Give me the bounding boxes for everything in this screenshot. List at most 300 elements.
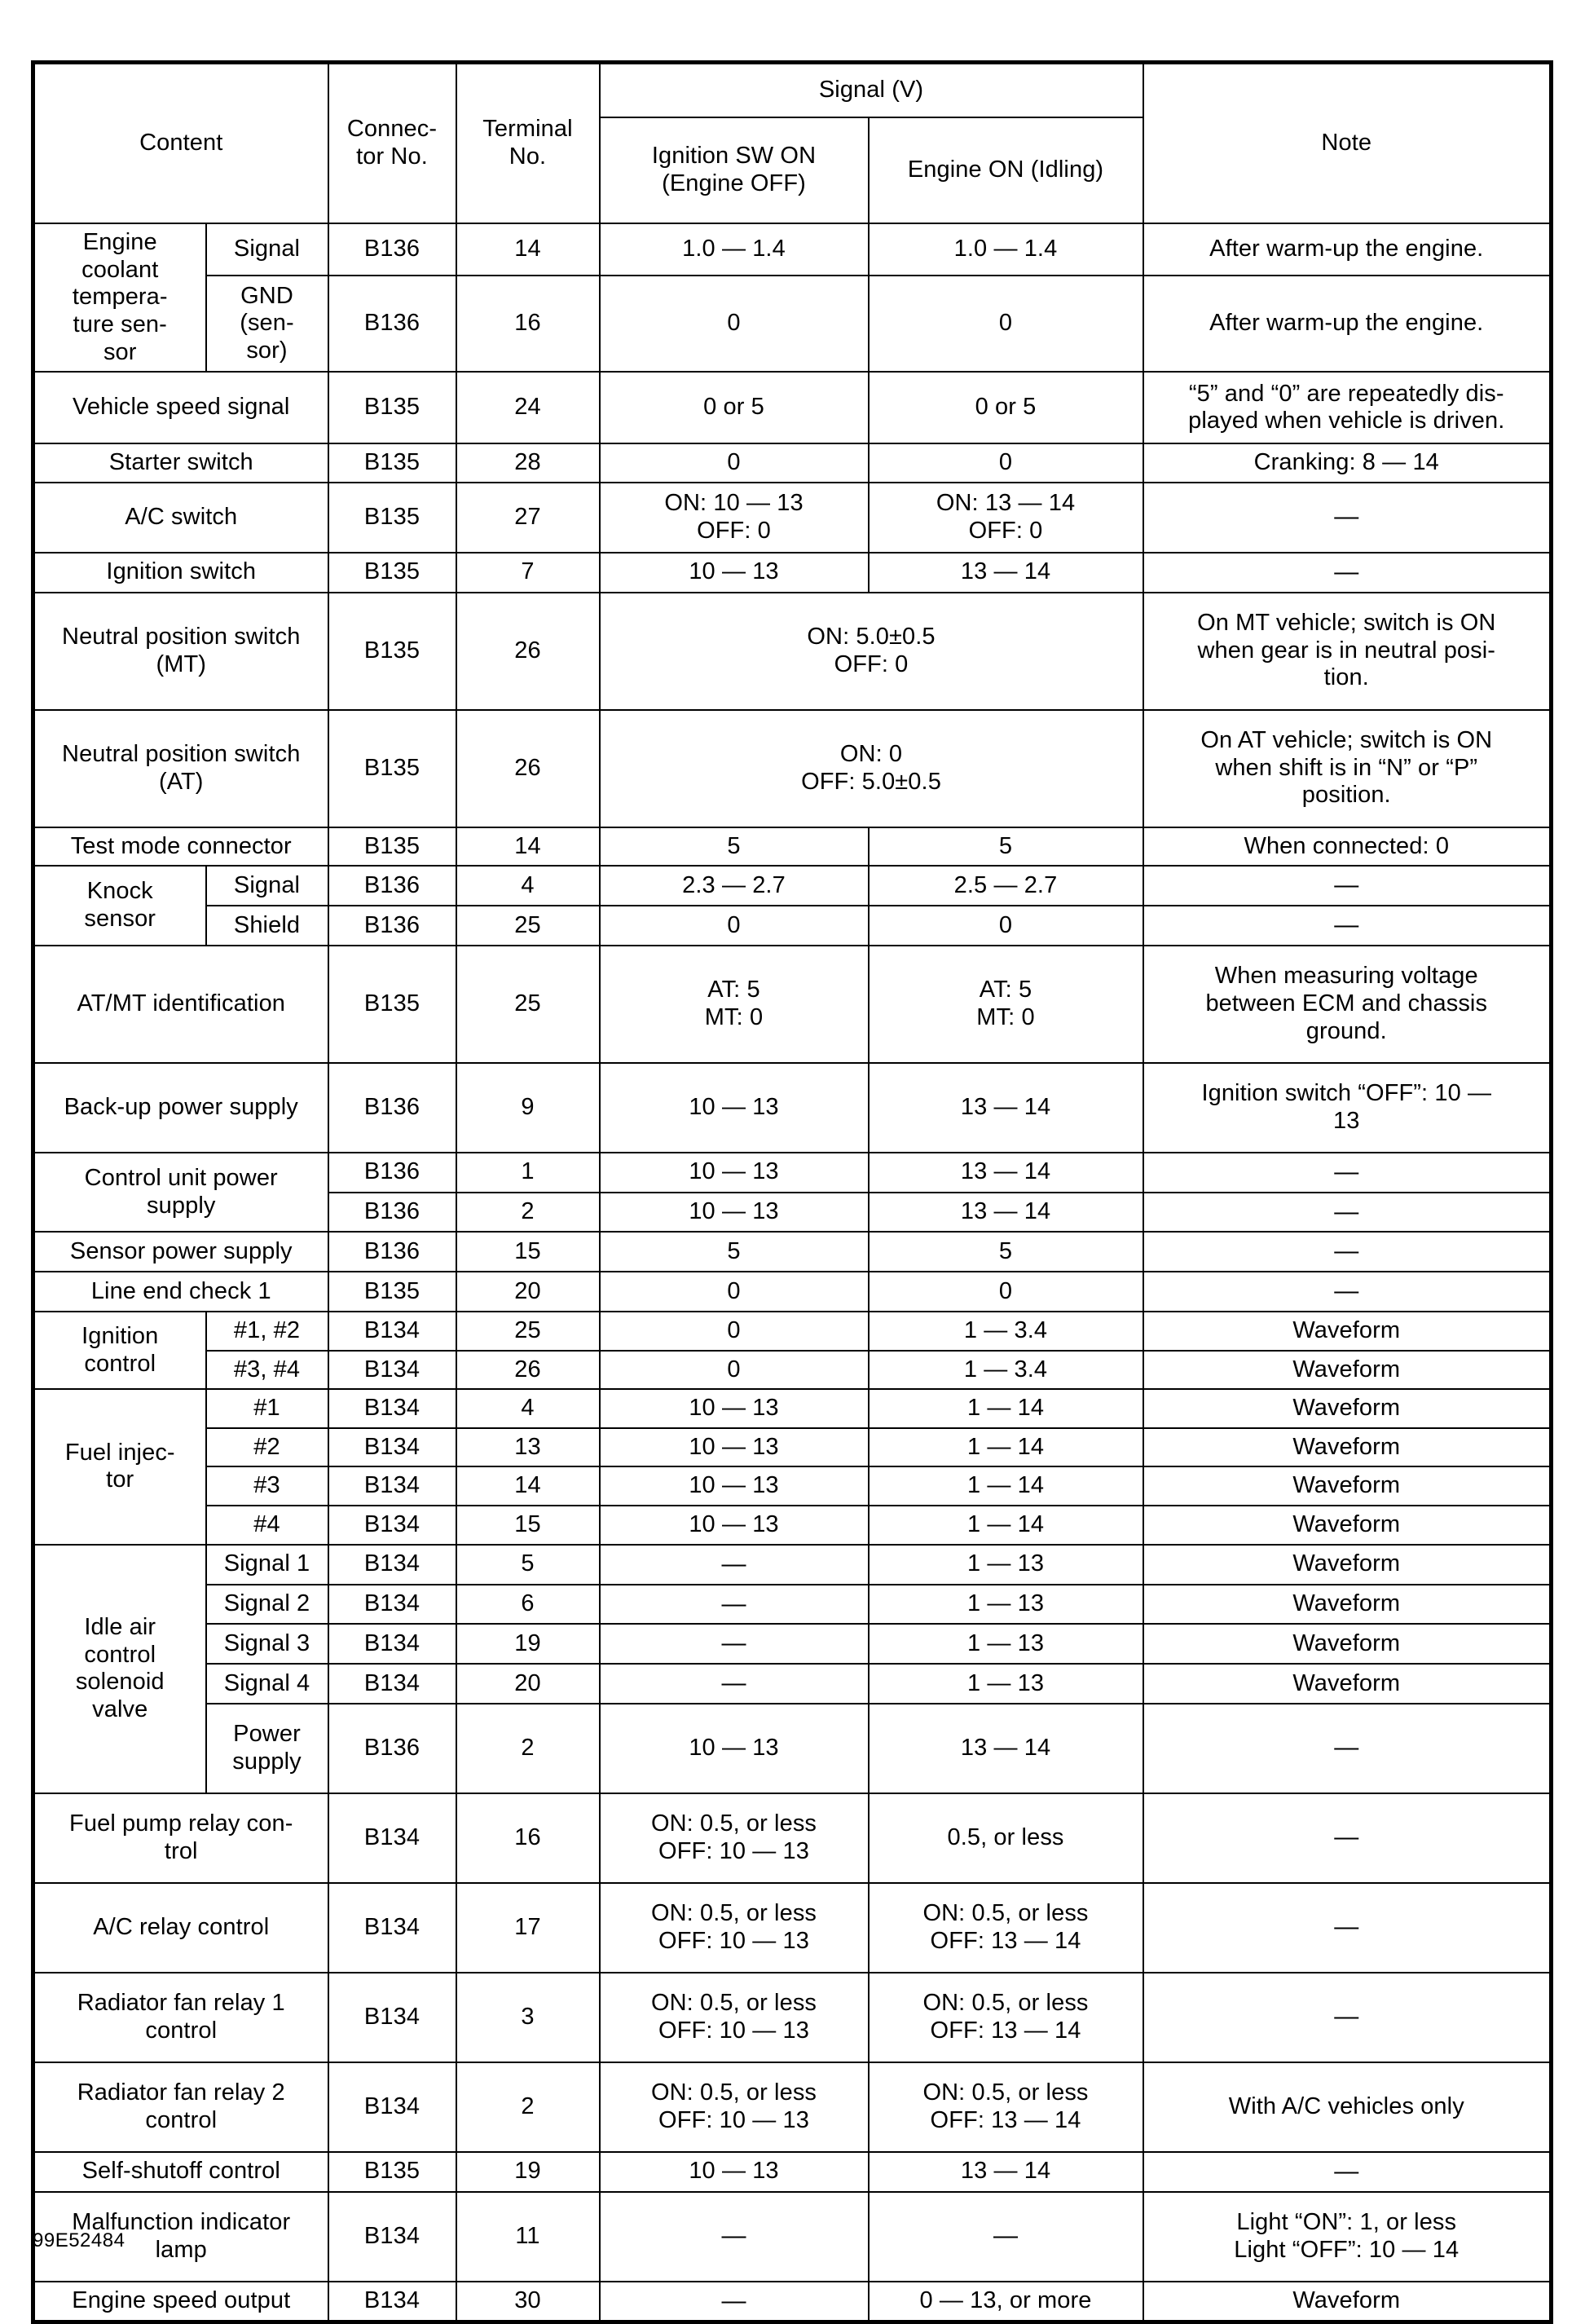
terminal-no: 5 [456,1545,600,1585]
content-label: A/C switch [33,483,328,553]
signal-line: MT: 0 [704,1003,764,1030]
signal-ign-sw-on: — [600,1585,869,1625]
table-row [33,710,1552,827]
terminal-no: 14 [456,223,600,276]
note-line: Ignition switch “OFF”: 10 — [1201,1080,1492,1107]
connector-no: B134 [328,1428,456,1467]
connector-no: B135 [328,483,456,553]
signal-engine-on: 0 — 13, or more [869,2282,1143,2322]
signal-ign-sw-on: 5 [600,1232,869,1272]
terminal-no: 16 [456,276,600,372]
signal-line: OFF: 0 [968,517,1043,544]
signal-line: OFF: 10 — 13 [658,1927,809,1954]
signal-ign-sw-on: 10 — 13 [600,1704,869,1793]
table-row [33,1883,1552,1973]
note-cell: Waveform [1143,1624,1552,1664]
group-line: sensor [84,905,156,932]
signal-engine-on: 0 or 5 [869,372,1143,443]
note-cell [1143,593,1552,710]
connector-no: B134 [328,1389,456,1428]
table-row [33,443,1552,483]
content-label [33,593,328,710]
content-label: A/C relay control [33,1883,328,1973]
group-line: control [84,1350,156,1377]
connector-no: B135 [328,710,456,827]
signal-engine-on: 1 — 13 [869,1585,1143,1625]
content-line: Radiator fan relay 2 [77,2079,285,2106]
signal-ign-sw-on: 0 [600,906,869,946]
terminal-no: 28 [456,443,600,483]
signal-line: ON: 0.5, or less [650,2079,817,2106]
table-row [33,276,1552,372]
signal-engine-on: 1 — 14 [869,1506,1143,1545]
note-cell: — [1143,906,1552,946]
note-line: ground. [1305,1017,1387,1044]
sub-label: #1 [206,1389,328,1428]
sub-label: Signal 1 [206,1545,328,1585]
signal-engine-on [869,2062,1143,2152]
content-label: Starter switch [33,443,328,483]
signal-engine-on [869,1883,1143,1973]
terminal-no: 26 [456,710,600,827]
table-row [33,1506,1552,1545]
group-line: tor [106,1466,134,1493]
signal-engine-on: 1 — 3.4 [869,1312,1143,1351]
note-cell: Waveform [1143,1428,1552,1467]
signal-ign-sw-on: 0 [600,276,869,372]
note-cell [1143,710,1552,827]
signal-ign-sw-on [600,483,869,553]
group-line: coolant [81,256,159,283]
note-cell: Waveform [1143,1545,1552,1585]
connector-no: B135 [328,372,456,443]
content-label: Self-shutoff control [33,2152,328,2192]
signal-line: OFF: 13 — 14 [930,2106,1081,2133]
group-line: control [84,1641,156,1668]
terminal-no: 19 [456,2152,600,2192]
note-line: On AT vehicle; switch is ON [1200,727,1493,754]
signal-ign-sw-on: 10 — 13 [600,553,869,593]
content-label: Line end check 1 [33,1272,328,1312]
table-row [33,1704,1552,1793]
connector-no: B135 [328,2152,456,2192]
note-line: when shift is in “N” or “P” [1215,754,1478,781]
group-line: valve [92,1696,148,1722]
table-row [33,906,1552,946]
note-cell: — [1143,1232,1552,1272]
note-cell: — [1143,553,1552,593]
connector-no: B136 [328,1153,456,1193]
table-row [33,1466,1552,1506]
connector-no: B135 [328,593,456,710]
signal-engine-on: 13 — 14 [869,1704,1143,1793]
signal-engine-on: 13 — 14 [869,553,1143,593]
header-connector-no [328,63,456,224]
note-cell [1143,372,1552,443]
connector-no: B136 [328,1063,456,1153]
connector-no: B136 [328,1704,456,1793]
header-engine-on-idling: Engine ON (Idling) [869,117,1143,223]
group-line: Fuel injec- [64,1439,175,1466]
content-line: Control unit power [84,1164,278,1191]
signal-ign-sw-on: 10 — 13 [600,1506,869,1545]
group-line: ture sen- [73,311,167,337]
signal-engine-on: 1 — 14 [869,1428,1143,1467]
terminal-no: 13 [456,1428,600,1467]
group-label-fuel-injector [33,1389,206,1545]
signal-line: OFF: 13 — 14 [930,1927,1081,1954]
note-cell: — [1143,1704,1552,1793]
signal-engine-on: 1 — 13 [869,1545,1143,1585]
content-line: Neutral position switch [62,623,301,650]
note-cell: — [1143,1153,1552,1193]
signal-span [600,593,1143,710]
table-row [33,1063,1552,1153]
signal-engine-on: 1 — 14 [869,1389,1143,1428]
signal-engine-on: 0 [869,443,1143,483]
note-cell: Waveform [1143,1585,1552,1625]
group-line: sor [103,338,137,365]
signal-ign-sw-on: — [600,2282,869,2322]
header-ignition-sw-on-line2: (Engine OFF) [662,170,806,196]
sub-label: #4 [206,1506,328,1545]
terminal-no: 15 [456,1232,600,1272]
signal-ign-sw-on: 0 [600,1272,869,1312]
sub-label: #2 [206,1428,328,1467]
terminal-no: 25 [456,906,600,946]
signal-engine-on: 5 [869,827,1143,867]
signal-engine-on: 13 — 14 [869,1063,1143,1153]
signal-line: OFF: 0 [697,517,771,544]
note-cell: When connected: 0 [1143,827,1552,867]
header-content: Content [33,63,328,224]
terminal-no: 20 [456,1272,600,1312]
signal-engine-on: 13 — 14 [869,2152,1143,2192]
note-cell: — [1143,1883,1552,1973]
content-line: lamp [155,2236,207,2263]
content-label [33,1973,328,2062]
table-row [33,553,1552,593]
sub-label: #1, #2 [206,1312,328,1351]
note-line: When measuring voltage [1214,963,1478,990]
table-row [33,1585,1552,1625]
connector-no: B134 [328,1883,456,1973]
note-line: “5” and “0” are repeatedly dis- [1188,380,1504,407]
signal-engine-on: 2.5 — 2.7 [869,866,1143,906]
table-row [33,1624,1552,1664]
content-line: control [145,2017,218,2044]
terminal-no: 4 [456,1389,600,1428]
content-line: control [145,2106,218,2133]
table-row [33,1153,1552,1193]
connector-no: B136 [328,1193,456,1233]
table-row [33,483,1552,553]
content-label-control-unit-power-supply [33,1153,328,1233]
header-note: Note [1143,63,1552,224]
sub-line: sor) [246,337,288,364]
signal-ign-sw-on: 10 — 13 [600,2152,869,2192]
signal-ign-sw-on: 5 [600,827,869,867]
note-cell: Cranking: 8 — 14 [1143,443,1552,483]
signal-ign-sw-on [600,1883,869,1973]
connector-no: B134 [328,2192,456,2282]
signal-ign-sw-on: — [600,1545,869,1585]
terminal-no: 19 [456,1624,600,1664]
signal-line: AT: 5 [707,977,760,1003]
note-line: On MT vehicle; switch is ON [1197,610,1496,637]
signal-ign-sw-on [600,1793,869,1883]
signal-engine-on: 13 — 14 [869,1153,1143,1193]
table-row [33,2152,1552,2192]
signal-engine-on: — [869,2192,1143,2282]
group-line: tempera- [72,284,168,311]
table-row [33,1232,1552,1272]
signal-line: OFF: 13 — 14 [930,2017,1081,2044]
note-cell: Waveform [1143,2282,1552,2322]
signal-engine-on: 1 — 13 [869,1624,1143,1664]
table-row [33,223,1552,276]
table-row [33,827,1552,867]
note-line: when gear is in neutral posi- [1197,637,1496,664]
document-footer-code: 99E52484 [33,2229,125,2251]
note-cell: Waveform [1143,1466,1552,1506]
table-header-row-1 [33,63,1552,118]
terminal-no: 24 [456,372,600,443]
content-line: (AT) [158,768,204,795]
note-cell: Waveform [1143,1506,1552,1545]
terminal-no: 11 [456,2192,600,2282]
note-cell: — [1143,1973,1552,2062]
note-line: Light “ON”: 1, or less [1236,2209,1457,2236]
table-row [33,372,1552,443]
content-label: Back-up power supply [33,1063,328,1153]
content-label: Vehicle speed signal [33,372,328,443]
table-row [33,1664,1552,1704]
signal-ign-sw-on [600,1973,869,2062]
signal-ign-sw-on: 2.3 — 2.7 [600,866,869,906]
note-line: between ECM and chassis [1205,990,1488,1016]
signal-ign-sw-on [600,946,869,1063]
table-row [33,946,1552,1063]
sub-line: GND (sen- [240,282,294,337]
content-line: Neutral position switch [62,740,301,767]
note-cell: — [1143,866,1552,906]
table-row [33,2062,1552,2152]
group-line: Engine [82,229,157,255]
note-cell: Waveform [1143,1389,1552,1428]
terminal-no: 17 [456,1883,600,1973]
content-label: Test mode connector [33,827,328,867]
signal-line: MT: 0 [976,1003,1035,1030]
group-label-ignition-control [33,1312,206,1389]
table-row [33,1312,1552,1351]
group-line: solenoid [75,1669,165,1696]
connector-no: B134 [328,1506,456,1545]
sub-label: Signal 2 [206,1585,328,1625]
signal-line: ON: 0.5, or less [922,1990,1089,2017]
content-label: Ignition switch [33,553,328,593]
connector-no: B134 [328,2062,456,2152]
table-row [33,1351,1552,1390]
signal-ign-sw-on: 10 — 13 [600,1193,869,1233]
signal-line: ON: 10 — 13 [664,490,804,517]
table-row [33,593,1552,710]
terminal-no: 7 [456,553,600,593]
connector-no: B134 [328,1545,456,1585]
sub-label: #3, #4 [206,1351,328,1390]
connector-no: B136 [328,866,456,906]
group-label-engine-coolant-temp-sensor [33,223,206,372]
signal-line: ON: 0.5, or less [650,1810,817,1837]
terminal-no: 2 [456,1704,600,1793]
signal-ign-sw-on: 10 — 13 [600,1428,869,1467]
signal-ign-sw-on: 0 [600,1351,869,1390]
content-line: supply [147,1192,216,1219]
signal-line: ON: 13 — 14 [936,490,1076,517]
note-cell: With A/C vehicles only [1143,2062,1552,2152]
note-cell: — [1143,1193,1552,1233]
terminal-no: 27 [456,483,600,553]
content-label: AT/MT identification [33,946,328,1063]
terminal-no: 9 [456,1063,600,1153]
signal-engine-on: 0.5, or less [869,1793,1143,1883]
content-line: Malfunction indicator [72,2209,291,2236]
connector-no: B134 [328,1351,456,1390]
connector-no: B134 [328,1466,456,1506]
note-line: tion. [1323,664,1369,691]
header-terminal-no-line2: No. [509,143,547,170]
signal-line: ON: 0.5, or less [922,2079,1089,2106]
note-cell: After warm-up the engine. [1143,276,1552,372]
group-label-idle-air-control-solenoid-valve [33,1545,206,1793]
signal-ign-sw-on: 0 [600,1312,869,1351]
terminal-no: 4 [456,866,600,906]
signal-engine-on: 0 [869,276,1143,372]
content-label: Sensor power supply [33,1232,328,1272]
terminal-no: 26 [456,1351,600,1390]
connector-no: B135 [328,827,456,867]
ecm-terminal-voltage-table [31,60,1553,2324]
note-line: Light “OFF”: 10 — 14 [1234,2236,1460,2263]
signal-engine-on [869,946,1143,1063]
note-cell [1143,946,1552,1063]
group-label-knock-sensor [33,866,206,946]
table-row [33,1272,1552,1312]
table-row [33,1973,1552,2062]
signal-ign-sw-on: 1.0 — 1.4 [600,223,869,276]
content-line: trol [164,1837,198,1864]
note-line: 13 [1333,1107,1360,1134]
table-row [33,1793,1552,1883]
sub-label: Signal [206,866,328,906]
group-line: Ignition [81,1322,159,1349]
note-cell: — [1143,2152,1552,2192]
signal-engine-on: 0 [869,1272,1143,1312]
signal-ign-sw-on: 10 — 13 [600,1153,869,1193]
connector-no: B134 [328,1793,456,1883]
connector-no: B135 [328,1272,456,1312]
content-line: (MT) [156,650,207,677]
content-label [33,710,328,827]
signal-ign-sw-on: 0 or 5 [600,372,869,443]
terminal-no: 25 [456,946,600,1063]
content-label [33,1793,328,1883]
header-connector-no-line1: Connec- [346,116,438,143]
terminal-no: 2 [456,2062,600,2152]
header-ignition-sw-on [600,117,869,223]
sub-label: Signal 3 [206,1624,328,1664]
note-cell: Waveform [1143,1664,1552,1704]
sub-label [206,276,328,372]
sub-label [206,1704,328,1793]
signal-engine-on: 0 [869,906,1143,946]
terminal-no: 14 [456,827,600,867]
terminal-no: 30 [456,2282,600,2322]
sub-label: Signal 4 [206,1664,328,1704]
connector-no: B134 [328,1624,456,1664]
terminal-no: 26 [456,593,600,710]
signal-line: ON: 0.5, or less [650,1990,817,2017]
header-terminal-no-line1: Terminal [482,116,573,143]
table-row [33,2282,1552,2322]
terminal-no: 16 [456,1793,600,1883]
signal-line: ON: 5.0±0.5 [807,623,936,650]
sub-line: supply [232,1748,302,1775]
signal-engine-on: 1.0 — 1.4 [869,223,1143,276]
terminal-no: 3 [456,1973,600,2062]
note-cell [1143,2192,1552,2282]
signal-ign-sw-on: 10 — 13 [600,1063,869,1153]
signal-ign-sw-on: — [600,2192,869,2282]
signal-line: ON: 0 [839,740,903,767]
note-cell: Waveform [1143,1312,1552,1351]
signal-engine-on: 1 — 13 [869,1664,1143,1704]
content-line: Fuel pump relay con- [69,1810,293,1837]
note-cell: Waveform [1143,1351,1552,1390]
signal-engine-on: 5 [869,1232,1143,1272]
connector-no: B134 [328,1973,456,2062]
connector-no: B136 [328,1232,456,1272]
signal-engine-on: 1 — 3.4 [869,1351,1143,1390]
content-label: Engine speed output [33,2282,328,2322]
content-line: Radiator fan relay 1 [77,1990,285,2017]
signal-line: OFF: 10 — 13 [658,2017,809,2044]
terminal-no: 25 [456,1312,600,1351]
terminal-no: 2 [456,1193,600,1233]
terminal-no: 6 [456,1585,600,1625]
signal-ign-sw-on: — [600,1624,869,1664]
sub-label: #3 [206,1466,328,1506]
header-connector-no-line2: tor No. [356,143,428,170]
connector-no: B136 [328,223,456,276]
connector-no: B134 [328,2282,456,2322]
header-ignition-sw-on-line1: Ignition SW ON [651,143,817,170]
connector-no: B135 [328,443,456,483]
note-cell [1143,1063,1552,1153]
signal-engine-on [869,1973,1143,2062]
note-line: played when vehicle is driven. [1188,408,1505,434]
content-label [33,2062,328,2152]
connector-no: B136 [328,276,456,372]
signal-ign-sw-on: 10 — 13 [600,1389,869,1428]
header-terminal-no [456,63,600,224]
group-line: Idle air [84,1614,156,1641]
signal-ign-sw-on: 0 [600,443,869,483]
note-cell: — [1143,483,1552,553]
table-row [33,2192,1552,2282]
signal-engine-on [869,483,1143,553]
signal-ign-sw-on [600,2062,869,2152]
